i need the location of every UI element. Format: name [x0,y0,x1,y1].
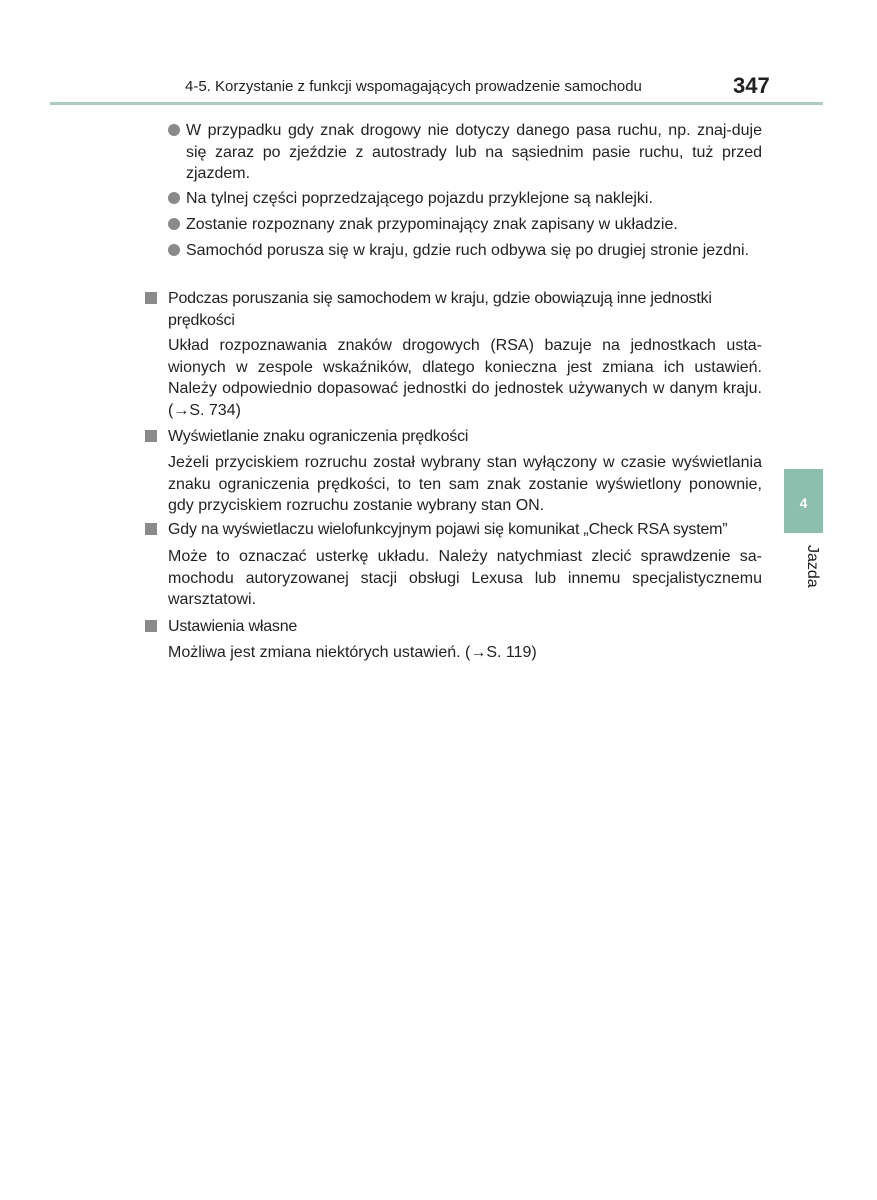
list-item-text: Zostanie rozpoznany znak przypominający znak zapisany w układzie. [186,216,678,233]
list-item [168,188,762,210]
section-body: Jeżeli przyciskiem rozruchu został wybrany stan wyłączony w czasie wyświetlania znaku ograniczenia prędkości, to ten sam znak zostanie wyświetlony ponownie, gdy przyciskiem rozruchu zostanie wybrany stan ON. [168,454,762,514]
section-marker-icon [145,430,157,442]
list-item [168,120,762,185]
section-body: Może to oznaczać usterkę układu. Należy natychmiast zlecić sprawdzenie sa-mochodu autoryzowanej stacji obsługi Lexusa lub innemu specjalistycznemu warsztatowi. [168,548,762,608]
list-item [168,240,762,262]
header-divider [50,102,823,105]
section-body: Układ rozpoznawania znaków drogowych (RSA) bazuje na jednostkach usta-wionych w zespole wskaźników, dlatego konieczna jest zmiana ich ustawień. Należy odpowiednio dopasować jednostki do jednostek używanych w danym kraju. (→S. 734) [168,337,762,419]
section-heading-text: Gdy na wyświetlaczu wielofunkcyjnym pojawi się komunikat „Check RSA system” [168,521,728,538]
section-marker-icon [145,292,157,304]
section-marker-icon [145,620,157,632]
section-heading [145,519,765,541]
bullet-icon [168,192,180,204]
section-heading-text: Podczas poruszania się samochodem w kraju, gdzie obowiązują inne jednostki prędkości [168,290,712,329]
chapter-title: 4-5. Korzystanie z funkcji wspomagających prowadzenie samochodu [185,78,642,95]
page-number: 347 [733,73,770,98]
section-body: Możliwa jest zmiana niektórych ustawień. (→S. 119) [168,644,537,661]
bullet-icon [168,218,180,230]
section-heading-text: Ustawienia własne [168,618,298,635]
bullet-icon [168,124,180,136]
section-heading [145,426,765,448]
section-heading [145,288,765,331]
list-item [168,214,762,236]
chapter-tab-number: 4 [799,495,808,511]
list-item-text: W przypadku gdy znak drogowy nie dotyczy danego pasa ruchu, np. znaj-duje się zaraz po zjeździe z autostrady lub na sąsiednim pasie ruchu, tuż przed zjazdem. [186,122,762,182]
bullet-icon [168,244,180,256]
section-heading [145,616,765,638]
chapter-tab[interactable] [784,469,823,533]
section-marker-icon [145,523,157,535]
section-heading-text: Wyświetlanie znaku ograniczenia prędkości [168,428,469,445]
list-item-text: Samochód porusza się w kraju, gdzie ruch odbywa się po drugiej stronie jezdni. [186,242,749,259]
chapter-tab-label: Jazda [804,545,821,588]
page-header [0,70,877,106]
list-item-text: Na tylnej części poprzedzającego pojazdu przyklejone są naklejki. [186,190,653,207]
